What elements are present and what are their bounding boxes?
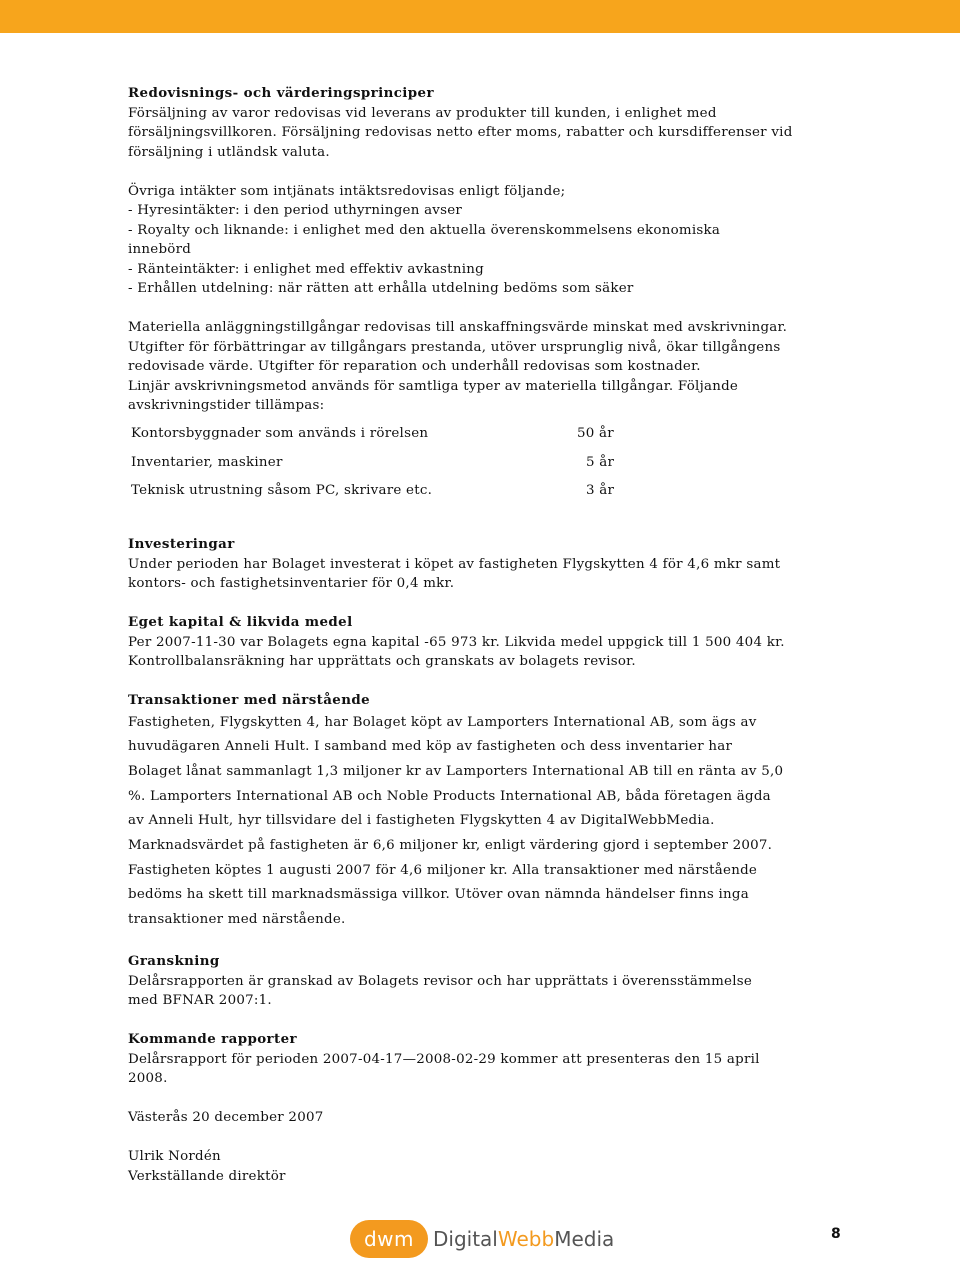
company-logo — [350, 1219, 614, 1259]
paragraph-eget-kapital: Per 2007-11-30 var Bolagets egna kapital -65 973 kr. Likvida medel uppgick till 1 500 404 kr. Kontrollbalansräkning har upprättats och granskats av bolagets revisor. — [128, 634, 785, 669]
heading-granskning: Granskning — [128, 953, 220, 970]
heading-redovisning: Redovisnings- och värderingsprinciper — [128, 85, 434, 101]
depreciation-item: Kontorsbyggnader som används i rörelsen — [131, 426, 429, 442]
paragraph-revenue: Försäljning av varor redovisas vid leverans av produkter till kunden, i enlighet med försäljningsvillkoren. Försäljning redovisas netto efter moms, rabatter och kursdifferenser vid försäljning i utländsk valuta. — [128, 105, 793, 160]
logo-word-webb: Webb — [497, 1227, 555, 1251]
document-body — [128, 84, 848, 1186]
table-row — [131, 477, 614, 506]
depreciation-years: 5 år — [586, 454, 615, 470]
paragraph-fixed-assets: Materiella anläggningstillgångar redovisas till anskaffningsvärde minskat med avskrivningar. Utgifter för förbättringar av tillgångars prestanda, utöver ursprunglig nivå, ökar tillgångens redovisade värde. Utgifter för reparation och underhåll redovisas som kostnader. Linjär avskrivningsmetod används för samtliga typer av materiella tillgångar. Följande avskrivningstider tillämpas: — [128, 320, 788, 413]
depreciation-years: 50 år — [577, 426, 614, 442]
table-row — [131, 420, 614, 449]
logo-wordmark — [433, 1227, 614, 1251]
signatory: Ulrik Nordén Verkställande direktör — [128, 1149, 286, 1184]
table-row — [131, 448, 614, 477]
place-date: Västerås 20 december 2007 — [128, 1110, 324, 1126]
depreciation-item: Teknisk utrustning såsom PC, skrivare etc. — [131, 483, 433, 499]
heading-investeringar: Investeringar — [128, 536, 235, 552]
heading-kommande-rapporter: Kommande rapporter — [128, 1031, 297, 1048]
heading-eget-kapital: Eget kapital & likvida medel — [128, 614, 353, 630]
depreciation-table — [131, 420, 614, 506]
logo-word-digital: Digital — [433, 1227, 498, 1251]
logo-word-media: Media — [554, 1227, 615, 1251]
depreciation-years: 3 år — [586, 483, 615, 499]
heading-transaktioner: Transaktioner med närstående — [128, 692, 371, 708]
paragraph-investeringar: Under perioden har Bolaget investerat i köpet av fastigheten Flygskytten 4 för 4,6 mkr samt kontors- och fastighetsinventarier för 0,4 mkr. — [128, 556, 781, 591]
depreciation-item: Inventarier, maskiner — [131, 454, 283, 470]
page-number: 8 — [831, 1226, 841, 1242]
logo-mark: dwm — [350, 1220, 428, 1258]
paragraph-kommande-rapporter: Delårsrapport för perioden 2007-04-17—2008-02-29 kommer att presenteras den 15 april 2008. — [128, 1051, 760, 1087]
paragraph-other-income: Övriga intäkter som intjänats intäktsredovisas enligt följande; - Hyresintäkter: i den period uthyrningen avser - Royalty och liknande: i enlighet med den aktuella överenskommelsens ekonomiska innebörd - Ränteintäkter: i enlighet med effektiv avkastning - Erhållen utdelning: när rätten att erhålla utdelning bedöms som säker — [128, 183, 721, 296]
top-accent-bar — [0, 0, 960, 33]
paragraph-transaktioner: Fastigheten, Flygskytten 4, har Bolaget köpt av Lamporters International AB, som ägs av huvudägaren Anneli Hult. I samband med köp av fastigheten och dess inventarier har Bolaget lånat sammanlagt 1,3 miljoner kr av Lamporters International AB till en ränta av 5,0 %. Lamporters International AB och Noble Products International AB, båda företagen ägda av Anneli Hult, hyr tillsvidare del i fastigheten Flygskytten 4 av DigitalWebbMedia. Marknadsvärdet på fastigheten är 6,6 miljoner kr, enligt värdering gjord i september 2007. Fastigheten köptes 1 augusti 2007 för 4,6 miljoner kr. Alla transaktioner med närstående bedöms ha skett till marknadsmässiga villkor. Utöver ovan nämnda händelser finns inga transaktioner med närstående. — [128, 714, 784, 928]
paragraph-granskning: Delårsrapporten är granskad av Bolagets revisor och har upprättats i överensstämmelse med BFNAR 2007:1. — [128, 973, 753, 1009]
